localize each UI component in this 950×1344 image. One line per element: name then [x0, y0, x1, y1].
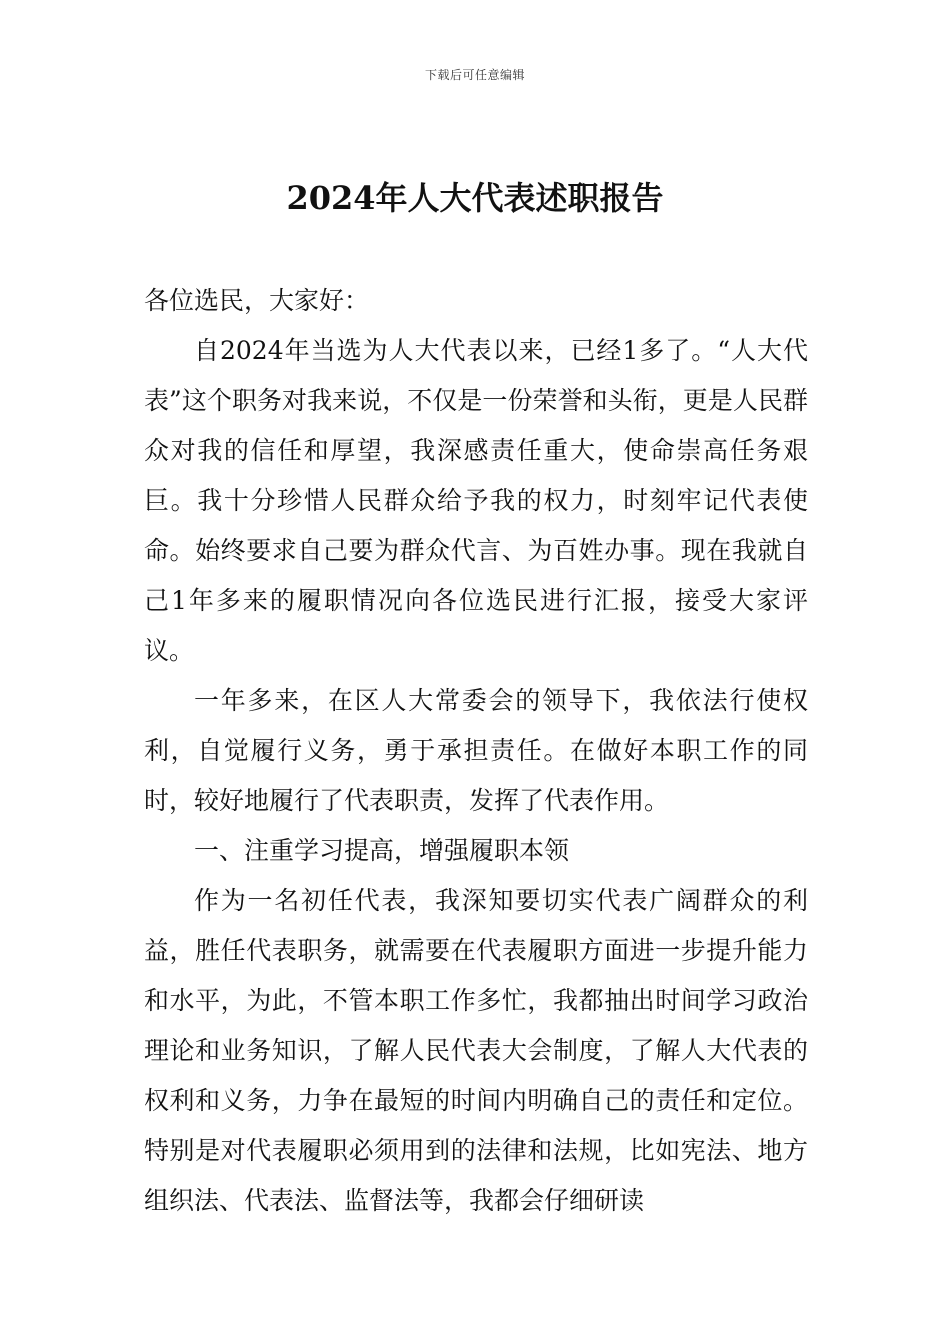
paragraph-section-1: 作为一名初任代表，我深知要切实代表广阔群众的利益，胜任代表职务，就需要在代表履职方面进一步提升能力和水平，为此，不管本职工作多忙，我都抽出时间学习政治理论和业务知识，了解人民代表大会制度，了解人大代表的权利和义务，力争在最短的时间内明确自己的责任和定位。特别是对代表履职必须用到的法律和法规，比如宪法、地方组织法、代表法、监督法等，我都会仔细研读	[144, 886, 808, 1215]
page-header-note: 下载后可任意编辑	[424, 68, 525, 82]
paragraph-summary: 一年多来，在区人大常委会的领导下，我依法行使权利，自觉履行义务，勇于承担责任。在做好本职工作的同时，较好地履行了代表职责，发挥了代表作用。	[144, 686, 808, 815]
section-heading-1: 一、注重学习提高，增强履职本领	[194, 836, 570, 865]
document-body	[144, 276, 808, 1226]
paragraph-intro: 自2024年当选为人大代表以来，已经1多了。“人大代表”这个职务对我来说，不仅是一份荣誉和头衔，更是人民群众对我的信任和厚望，我深感责任重大，使命崇高任务艰巨。我十分珍惜人民群众给予我的权力，时刻牢记代表使命。始终要求自己要为群众代言、为百姓办事。现在我就自己1年多来的履职情况向各位选民进行汇报，接受大家评议。	[144, 336, 808, 665]
salutation: 各位选民，大家好：	[144, 286, 370, 315]
document-title: 2024年人大代表述职报告	[286, 179, 664, 217]
